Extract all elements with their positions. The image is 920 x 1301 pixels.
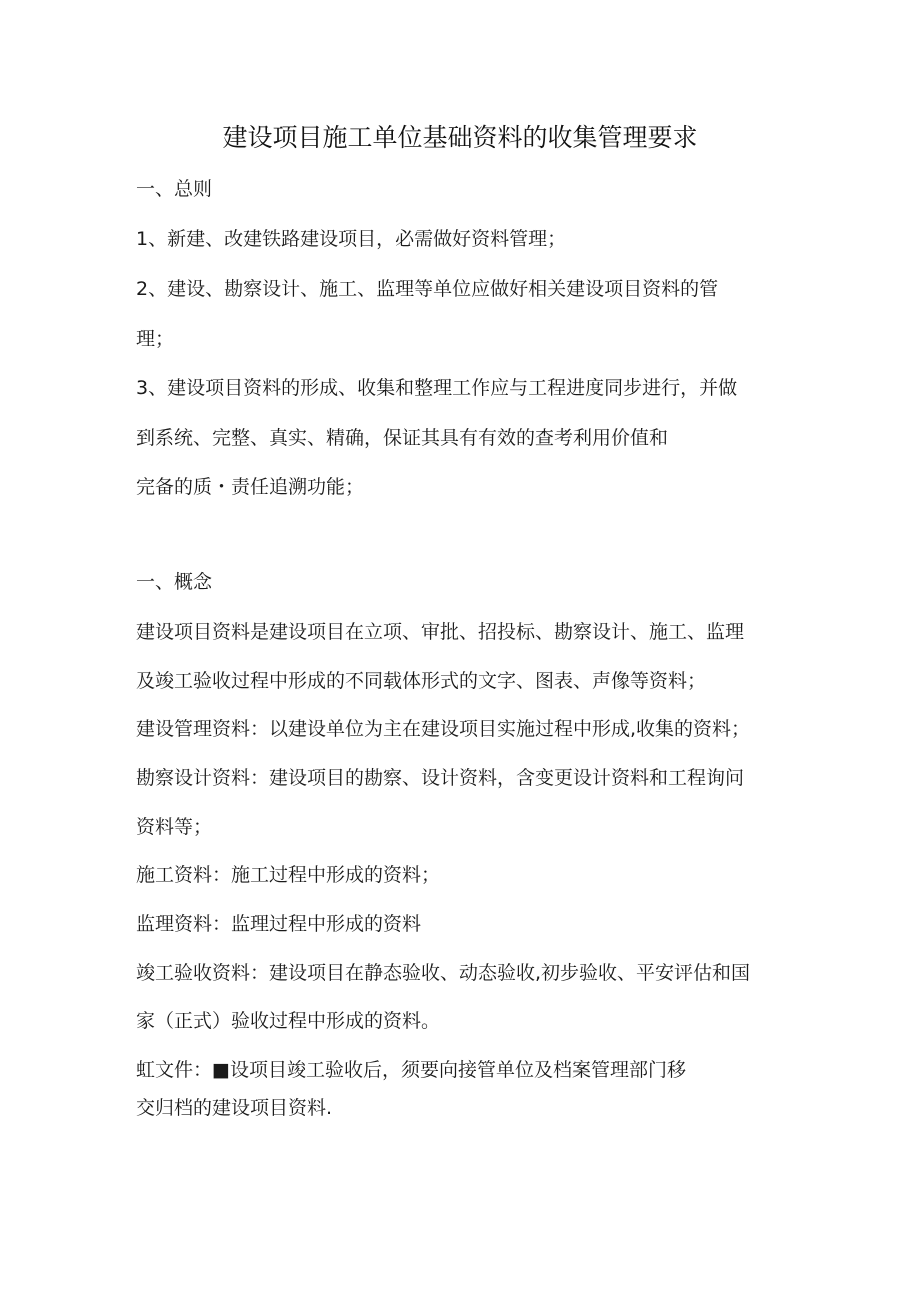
paragraph-line: 及竣工验收过程中形成的不同载体形式的文字、图表、声像等资料； xyxy=(136,670,707,692)
paragraph-line: 资料等； xyxy=(136,816,213,838)
paragraph-line: 2、建设、勘察设计、施工、监理等单位应做好相关建设项目资料的管 xyxy=(136,278,719,300)
paragraph-line: 虹文件：■设项目竣工验收后，须要向接管单位及档案管理部门移 xyxy=(136,1059,686,1081)
paragraph-line: 完备的质・责任追溯功能； xyxy=(136,476,365,498)
paragraph-line: 交归档的建设项目资料. xyxy=(136,1097,333,1119)
paragraph-line: 监理资料：监理过程中形成的资料 xyxy=(136,913,422,935)
paragraph-line: 施工资料：施工过程中形成的资料； xyxy=(136,864,441,886)
paragraph-line: 理； xyxy=(136,328,175,350)
paragraph-line: 竣工验收资料：建设项目在静态验收、动态验收,初步验收、平安评估和国 xyxy=(136,962,751,984)
paragraph-line: 建设项目资料是建设项目在立项、审批、招投标、勘察设计、施工、监理 xyxy=(136,621,745,643)
paragraph-line: 勘察设计资料：建设项目的勘察、设计资料，含变更设计资料和工程询问 xyxy=(136,767,745,789)
paragraph-line: 3、建设项目资料的形成、收集和整理工作应与工程进度同步进行，并做 xyxy=(136,377,738,399)
paragraph-line: 家（正式）验收过程中形成的资料。 xyxy=(136,1010,441,1032)
paragraph-line: 1、新建、改建铁路建设项目，必需做好资料管理； xyxy=(136,228,567,250)
document-title: 建设项目施工单位基础资料的收集管理要求 xyxy=(222,123,698,152)
section-heading-concepts: 一、概念 xyxy=(136,571,213,593)
section-heading-general: 一、总则 xyxy=(136,178,213,200)
paragraph-line: 到系统、完整、真实、精确，保证其具有有效的查考利用价值和 xyxy=(136,427,669,449)
paragraph-line: 建设管理资料：以建设单位为主在建设项目实施过程中形成,收集的资料； xyxy=(136,718,751,740)
